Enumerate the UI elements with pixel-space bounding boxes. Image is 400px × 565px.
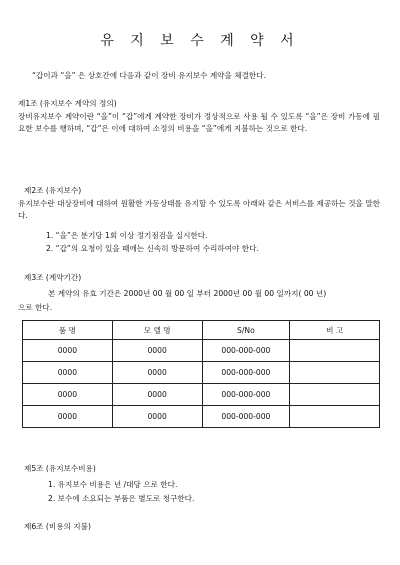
article-5-heading: 제5조 (유지보수비용) <box>24 464 96 473</box>
document-title: 유 지 보 수 계 약 서 <box>100 33 300 49</box>
cell-remarks <box>290 340 380 362</box>
table-row <box>23 340 380 362</box>
cell-item-name: 0000 <box>23 384 113 406</box>
header-serial-number: S/No <box>202 321 290 340</box>
cell-serial-number: 000-000-000 <box>202 340 290 362</box>
equipment-table <box>22 320 380 428</box>
article-6-heading: 제6조 (비용의 지불) <box>24 522 91 531</box>
cell-serial-number: 000-000-000 <box>202 384 290 406</box>
article-2-item-2: 2. “갑”의 요청이 있을 때에는 신속히 방문하여 수리하여야 한다. <box>46 244 259 253</box>
table-header-row <box>23 321 380 340</box>
article-3-line-1: 본 계약의 유효 기간은 2000년 00 월 00 일 부터 2000년 00 월 00 일까지( 00 년) <box>48 289 327 298</box>
cell-remarks <box>290 384 380 406</box>
cell-serial-number: 000-000-000 <box>202 406 290 428</box>
article-1-body: 장비유지보수 계약이란 “을”이 “갑”에게 계약한 장비가 정상적으로 사용 될 수 있도록 “을”은 장비 가동에 필요한 보수를 행하며, “갑”은 이에 대하여 소정의 비용을 “을”에게 지불하는 것으로 한다. <box>18 112 380 133</box>
table-row <box>23 384 380 406</box>
article-5-item-2: 2. 보수에 소요되는 부품은 별도로 청구한다. <box>48 494 195 503</box>
article-3-heading: 제3조 (계약기간) <box>24 273 82 282</box>
cell-remarks <box>290 406 380 428</box>
header-remarks: 비 고 <box>290 321 380 340</box>
article-2-heading: 제2조 (유지보수) <box>24 186 82 195</box>
header-item-name: 품 명 <box>23 321 113 340</box>
article-3-line-2: 으로 한다. <box>18 303 53 312</box>
article-2-body: 유지보수란 대상장비에 대하여 원활한 가동상태를 유지할 수 있도록 아래와 같은 서비스를 제공하는 것을 말한다. <box>18 199 380 220</box>
article-2-item-1: 1. “을”은 분기당 1회 이상 정기점검을 실시한다. <box>46 231 208 240</box>
cell-model-name: 0000 <box>112 362 202 384</box>
article-1-heading: 제1조 (유지보수 계약의 정의) <box>18 99 117 108</box>
cell-item-name: 0000 <box>23 406 113 428</box>
cell-remarks <box>290 362 380 384</box>
intro-sentence: “갑이과 “을” 은 상호간에 다음과 같이 장비 유지보수 계약을 체결한다. <box>32 71 266 80</box>
cell-model-name: 0000 <box>112 406 202 428</box>
header-model-name: 모 델 명 <box>112 321 202 340</box>
cell-model-name: 0000 <box>112 384 202 406</box>
article-5-item-1: 1. 유지보수 비용은 년 /대당 으로 한다. <box>48 480 178 489</box>
cell-serial-number: 000-000-000 <box>202 362 290 384</box>
table-row <box>23 362 380 384</box>
cell-item-name: 0000 <box>23 340 113 362</box>
table-row <box>23 406 380 428</box>
cell-model-name: 0000 <box>112 340 202 362</box>
cell-item-name: 0000 <box>23 362 113 384</box>
